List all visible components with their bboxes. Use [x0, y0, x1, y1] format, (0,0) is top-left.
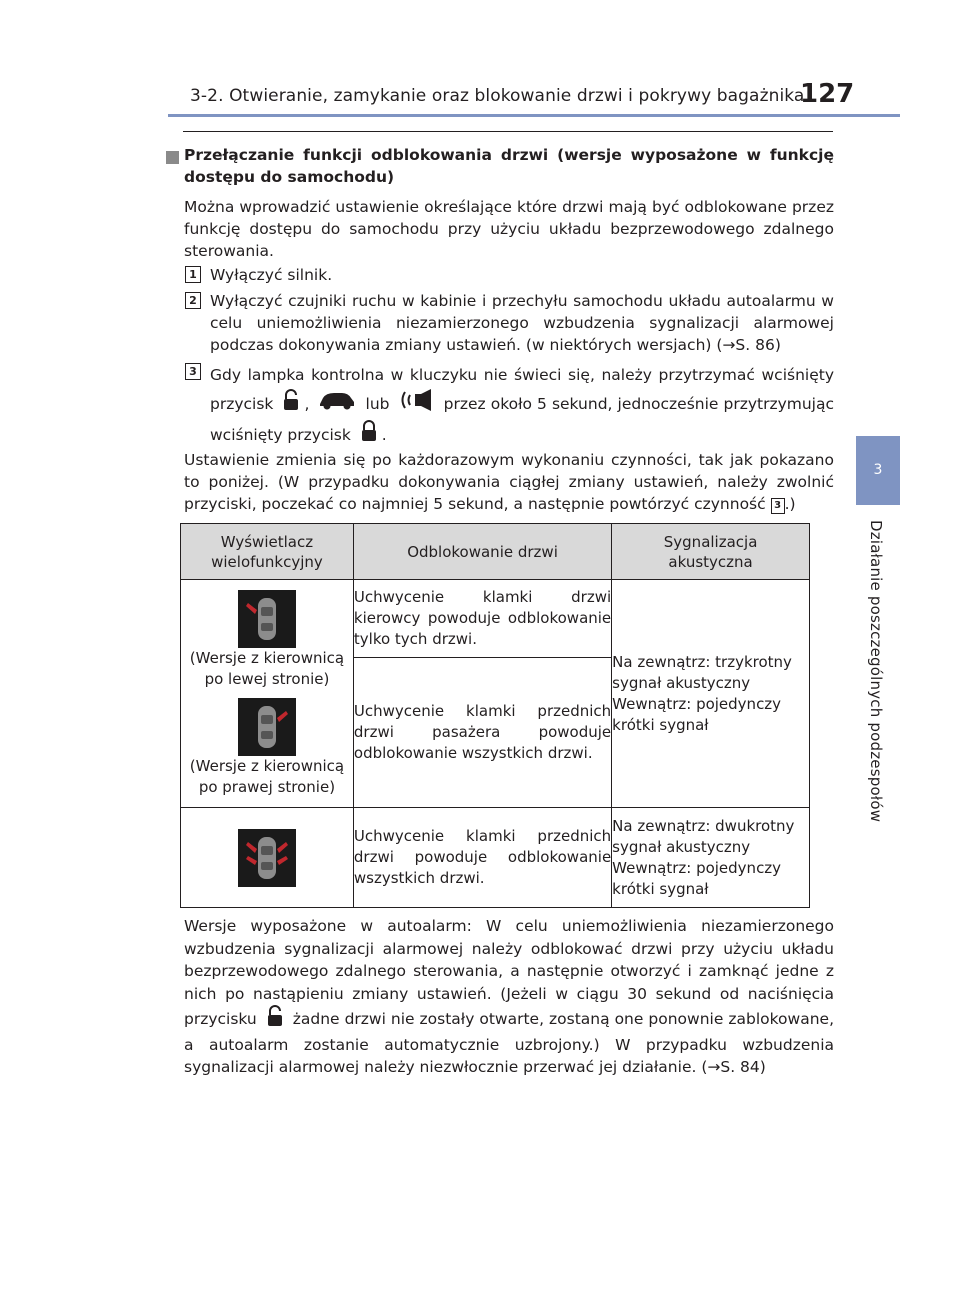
inline-step-number: 3 [771, 498, 785, 514]
after-text-a: Ustawienie zmienia się po każdorazowym wykonaniu czynności, tak jak pokazano to poniżej. (W przypadku dokonywania ciągłej zmiany ustawień, należy zwolnić przyciski, poczekać co najmniej 5 sekund, a następnie powtórzyć czynność [184, 451, 834, 513]
step-number: 2 [185, 292, 201, 309]
signal-text-2: Na zewnątrz: dwukrotny sygnał akustyczny Wewnątrz: pojedynczy krótki sygnał [612, 808, 810, 908]
signal-text-1: Na zewnątrz: trzykrotny sygnał akustyczny Wewnątrz: pojedynczy krótki sygnał [612, 580, 810, 808]
alarm-note-a: Wersje wyposażone w autoalarm: W celu uniemożliwienia niezamierzonego wzbudzenia sygnalizacji alarmowej należy odblokować drzwi przy użyciu układu bezprzewodowego zdalnego sterowania, a następnie otworzyć i zamknąć jedne z nich po nastąpieniu zmiany ustawień. (Jeżeli w ciągu 30 sekund od naciśnięcia przycisku [184, 917, 834, 1028]
lock-icon [360, 420, 378, 451]
display-cell-all [181, 808, 354, 908]
step3-text-a: Gdy lampka kontrolna w kluczyku nie świeci się, należy przytrzymać wciśnięty przycisk [210, 366, 834, 413]
after-paragraph [184, 449, 834, 515]
caption-right-hand: (Wersje z kierownicą po prawej stronie) [189, 756, 345, 796]
panic-horn-icon [399, 389, 435, 420]
car-door-display-icon [238, 590, 296, 648]
header-title: 3-2. Otwieranie, zamykanie oraz blokowanie drzwi i pokrywy bagażnika [190, 86, 805, 106]
after-text-b: .) [784, 495, 796, 513]
step3-end: . [381, 426, 387, 444]
chapter-number: 3 [873, 462, 883, 478]
alarm-note-b: żadne drzwi nie zostały otwarte, zostaną one ponownie zablokowane, a autoalarm zostanie automatycznie uzbrojony.) W przypadku wzbudzenia sygnalizacji alarmowej należy niezwłocznie przerwać jej działanie. (→S. 84) [184, 1009, 834, 1076]
unlock-passenger-text: Uchwycenie klamki przednich drzwi pasażera powoduje odblokowanie wszystkich drzwi. [353, 658, 611, 808]
step-text [210, 361, 834, 451]
page-number: 127 [800, 79, 855, 109]
step-number: 3 [185, 363, 201, 380]
separator-comma: , [304, 395, 310, 413]
display-cell-driver [181, 580, 354, 808]
col-header-display: Wyświetlacz wielofunkcyjny [181, 524, 354, 580]
car-door-display-icon [238, 829, 296, 887]
col-header-unlock: Odblokowanie drzwi [353, 524, 611, 580]
unlock-all-text: Uchwycenie klamki przednich drzwi powoduje odblokowanie wszystkich drzwi. [353, 808, 611, 908]
section-divider [183, 131, 833, 132]
alarm-note [184, 915, 834, 1079]
separator-or: lub [365, 395, 390, 413]
unlock-driver-text: Uchwycenie klamki drzwi kierowcy powoduje odblokowanie tylko tych drzwi. [353, 580, 611, 658]
settings-table [180, 523, 810, 908]
intro-paragraph: Można wprowadzić ustawienie określające które drzwi mają być odblokowane przez funkcję dostępu do samochodu przy użyciu układu bezprzewodowego zdalnego sterowania. [184, 198, 834, 260]
unlock-icon [282, 389, 300, 420]
chapter-label: Działanie poszczególnych podzespołów [867, 520, 885, 823]
caption-left-hand: (Wersje z kierownicą po lewej stronie) [189, 648, 345, 688]
step-number: 1 [185, 266, 201, 283]
col-header-signal: Sygnalizacja akustyczna [612, 524, 810, 580]
car-icon [318, 390, 356, 419]
step-text: Wyłączyć silnik. [210, 266, 333, 284]
section-heading: Przełączanie funkcji odblokowania drzwi (wersje wyposażone w funkcję dostępu do samochodu) [184, 146, 834, 186]
section-bullet-icon [166, 151, 179, 164]
step3-text-b: przez około 5 sekund, jednocześnie przytrzymując wciśnięty przycisk [210, 395, 835, 444]
car-door-display-icon [238, 698, 296, 756]
unlock-icon [266, 1005, 284, 1034]
header-divider [168, 114, 900, 117]
chapter-tab[interactable] [856, 436, 900, 505]
step-text: Wyłączyć czujniki ruchu w kabinie i przechyłu samochodu układu autoalarmu w celu uniemożliwienia niezamierzonego wzbudzenia sygnalizacji alarmowej podczas dokonywania zmiany ustawień. (w niektórych wersjach) (→S. 86) [210, 292, 834, 354]
